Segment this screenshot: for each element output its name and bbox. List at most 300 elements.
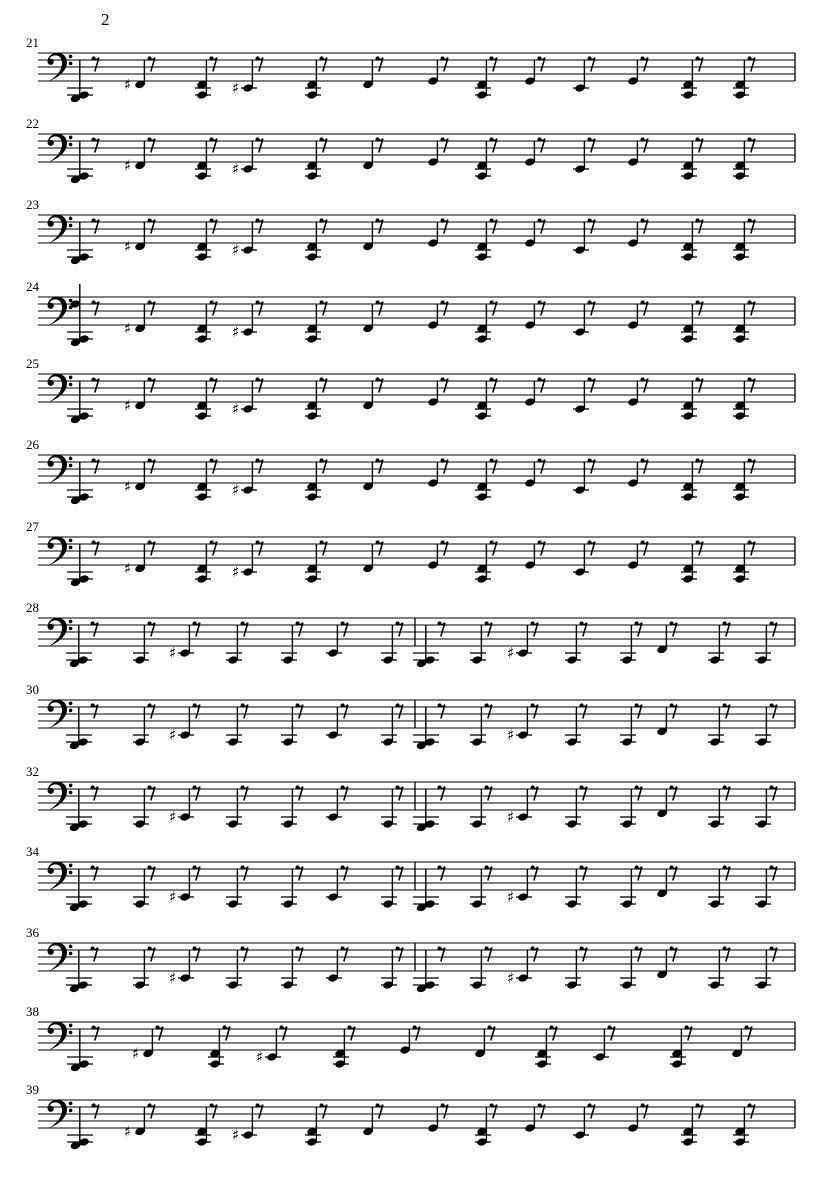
measure-number: 23 [26,197,39,212]
note-stem [534,462,535,483]
note-stem [144,141,145,166]
eighth-rest-icon [438,621,445,636]
note-stem [666,707,667,732]
eighth-rest-icon [320,300,327,315]
eighth-rest-icon [193,785,200,800]
note-stem [437,462,438,483]
sharp-accidental: ♯ [169,969,177,987]
eighth-rest-icon [241,865,248,880]
eighth-rest-icon [490,1103,497,1118]
eighth-rest-icon [490,218,497,233]
eighth-rest-icon [588,137,595,152]
eighth-rest-icon [538,218,545,233]
note-stem [744,462,745,498]
note-stem [189,789,190,817]
note-stem [206,222,207,258]
sharp-accidental: ♯ [124,477,132,496]
note-stem [78,789,79,828]
note-stem [144,381,145,406]
eighth-rest-icon [296,946,303,961]
note-stem [692,222,693,258]
sharp-accidental: ♯ [232,79,240,97]
note-stem [392,789,393,824]
sharp-accidental: ♯ [124,396,132,415]
note-stem [744,1107,745,1143]
measure-number: 36 [26,925,39,940]
note-stem [372,60,373,85]
eighth-rest-icon [441,1103,448,1118]
note-stem [481,707,482,742]
note-stem [237,707,238,742]
note-stem [316,222,317,258]
eighth-rest-icon [438,946,445,961]
note-stem [316,141,317,177]
eighth-rest-icon [241,785,248,800]
sharp-accidental: ♯ [507,644,515,662]
note-stem [576,869,577,904]
note-stem [316,462,317,498]
note-stem [292,707,293,742]
note-stem [252,222,253,250]
eighth-rest-icon [91,621,98,636]
sharp-accidental: ♯ [132,1044,140,1063]
note-stem [527,707,528,735]
eighth-rest-icon [485,703,492,718]
note-stem [189,869,190,897]
eighth-rest-icon [348,1025,355,1040]
eighth-rest-icon [588,1103,595,1118]
note-stem [631,625,632,660]
note-stem [534,222,535,243]
note-stem [337,789,338,817]
eighth-rest-icon [296,785,303,800]
sharp-accidental: ♯ [507,808,515,826]
eighth-rest-icon [635,865,642,880]
sharp-accidental: ♯ [124,156,132,175]
eighth-rest-icon [92,300,99,315]
eighth-rest-icon [641,377,648,392]
eighth-rest-icon [92,1103,99,1118]
eighth-rest-icon [210,458,217,473]
note-stem [372,304,373,329]
note-stem [692,60,693,96]
note-stem [766,625,767,660]
eighth-rest-icon [320,540,327,555]
sharp-accidental: ♯ [507,888,515,906]
note-stem [78,869,79,908]
eighth-rest-icon [91,946,98,961]
eighth-rest-icon [538,300,545,315]
eighth-rest-icon [341,865,348,880]
note-stem [631,950,632,985]
note-stem [237,950,238,985]
note-stem [79,462,80,501]
eighth-rest-icon [156,1025,163,1040]
eighth-rest-icon [696,540,703,555]
note-stem [741,1029,742,1054]
note-stem [78,950,79,989]
eighth-rest-icon [396,785,403,800]
note-stem [637,1107,638,1128]
note-stem [78,625,79,664]
eighth-rest-icon [635,621,642,636]
eighth-rest-icon [580,865,587,880]
note-stem [534,381,535,402]
eighth-rest-icon [538,377,545,392]
note-stem [719,869,720,904]
note-stem [486,60,487,96]
eighth-rest-icon [745,1025,752,1040]
eighth-rest-icon [441,137,448,152]
eighth-rest-icon [210,300,217,315]
eighth-rest-icon [588,540,595,555]
sharp-accidental: ♯ [232,481,240,499]
note-stem [144,950,145,985]
eighth-rest-icon [193,865,200,880]
note-stem [666,869,667,894]
note-stem [692,462,693,498]
eighth-rest-icon [580,621,587,636]
eighth-rest-icon [670,621,677,636]
note-stem [637,544,638,565]
eighth-rest-icon [531,703,538,718]
note-stem [425,707,426,746]
note-stem [692,381,693,417]
eighth-rest-icon [441,218,448,233]
note-stem [666,625,667,650]
eighth-rest-icon [748,218,755,233]
eighth-rest-icon [210,137,217,152]
note-stem [144,60,145,85]
note-stem [584,222,585,250]
measure-number: 25 [26,356,39,371]
eighth-rest-icon [641,137,648,152]
note-stem [744,60,745,96]
note-stem [637,60,638,81]
eighth-rest-icon [320,458,327,473]
eighth-rest-icon [223,1025,230,1040]
eighth-rest-icon [148,218,155,233]
eighth-rest-icon [341,621,348,636]
eighth-rest-icon [148,300,155,315]
eighth-rest-icon [770,703,777,718]
eighth-rest-icon [296,703,303,718]
eighth-rest-icon [148,377,155,392]
note-stem [372,462,373,487]
eighth-rest-icon [588,300,595,315]
note-stem [534,544,535,565]
note-stem [206,1107,207,1143]
note-stem [437,60,438,81]
eighth-rest-icon [438,865,445,880]
note-stem [337,950,338,978]
eighth-rest-icon [296,865,303,880]
note-stem [576,950,577,985]
note-stem [79,1107,80,1146]
sharp-accidental: ♯ [124,559,132,578]
eighth-rest-icon [723,785,730,800]
eighth-rest-icon [438,785,445,800]
eighth-rest-icon [241,946,248,961]
note-stem [276,1029,277,1057]
eighth-rest-icon [538,1103,545,1118]
eighth-rest-icon [538,56,545,71]
note-stem [219,1029,220,1065]
eighth-rest-icon [441,377,448,392]
note-stem [692,304,693,340]
eighth-rest-icon [531,865,538,880]
note-stem [486,381,487,417]
note-stem [316,381,317,417]
note-stem [189,707,190,735]
note-stem [437,381,438,402]
note-stem [316,544,317,580]
measure-number: 22 [26,116,39,131]
eighth-rest-icon [92,137,99,152]
eighth-rest-icon [148,56,155,71]
note-stem [144,462,145,487]
eighth-rest-icon [696,218,703,233]
eighth-rest-icon [396,703,403,718]
note-stem [425,869,426,908]
eighth-rest-icon [210,56,217,71]
eighth-rest-icon [580,785,587,800]
eighth-rest-icon [92,56,99,71]
eighth-rest-icon [376,56,383,71]
eighth-rest-icon [148,703,155,718]
note-stem [666,789,667,814]
eighth-rest-icon [280,1025,287,1040]
note-stem [481,789,482,824]
eighth-rest-icon [91,865,98,880]
eighth-rest-icon [210,218,217,233]
eighth-rest-icon [441,56,448,71]
note-stem [292,950,293,985]
eighth-rest-icon [376,300,383,315]
sharp-accidental: ♯ [124,1122,132,1141]
eighth-rest-icon [490,56,497,71]
note-stem [337,869,338,897]
note-stem [437,141,438,162]
sharp-accidental: ♯ [507,726,515,744]
eighth-rest-icon [441,540,448,555]
note-stem [584,141,585,169]
note-stem [692,544,693,580]
note-stem [392,950,393,985]
eighth-rest-icon [531,785,538,800]
note-stem [344,1029,345,1065]
eighth-rest-icon [210,540,217,555]
note-stem [481,950,482,985]
eighth-rest-icon [696,137,703,152]
note-stem [79,60,80,99]
note-stem [486,141,487,177]
eighth-rest-icon [748,137,755,152]
note-stem [144,869,145,904]
sharp-accidental: ♯ [124,75,132,94]
note-stem [144,544,145,569]
note-stem [766,869,767,904]
note-stem [481,869,482,904]
note-stem [79,381,80,420]
note-stem [584,462,585,490]
note-stem [189,625,190,653]
eighth-rest-icon [320,137,327,152]
note-stem [252,1107,253,1135]
eighth-rest-icon [256,56,263,71]
eighth-rest-icon [413,1025,420,1040]
eighth-rest-icon [441,458,448,473]
sharp-accidental: ♯ [232,241,240,259]
eighth-rest-icon [241,703,248,718]
note-stem [144,789,145,824]
note-stem [392,625,393,660]
note-stem [744,381,745,417]
eighth-rest-icon [723,703,730,718]
eighth-rest-icon [341,703,348,718]
eighth-rest-icon [396,865,403,880]
note-stem [534,60,535,81]
eighth-rest-icon [538,137,545,152]
note-stem [206,544,207,580]
eighth-rest-icon [685,1025,692,1040]
note-stem [79,222,80,261]
note-stem [631,789,632,824]
eighth-rest-icon [148,137,155,152]
eighth-rest-icon [550,1025,557,1040]
note-stem [719,789,720,824]
note-stem [631,707,632,742]
eighth-rest-icon [670,865,677,880]
eighth-rest-icon [723,621,730,636]
note-stem [425,950,426,989]
eighth-rest-icon [148,458,155,473]
note-stem [744,304,745,340]
eighth-rest-icon [148,865,155,880]
eighth-rest-icon [748,56,755,71]
note-stem [144,625,145,660]
eighth-rest-icon [608,1025,615,1040]
eighth-rest-icon [256,218,263,233]
eighth-rest-icon [748,1103,755,1118]
eighth-rest-icon [396,621,403,636]
eighth-rest-icon [670,946,677,961]
eighth-rest-icon [580,946,587,961]
eighth-rest-icon [696,377,703,392]
note-stem [692,141,693,177]
note-stem [546,1029,547,1065]
note-stem [576,707,577,742]
eighth-rest-icon [485,785,492,800]
note-stem [372,381,373,406]
eighth-rest-icon [696,56,703,71]
eighth-rest-icon [256,137,263,152]
note-stem [584,304,585,332]
eighth-rest-icon [485,865,492,880]
note-stem [584,544,585,572]
note-stem [144,222,145,247]
note-stem [719,625,720,660]
sharp-accidental: ♯ [232,1126,240,1144]
note-stem [292,789,293,824]
eighth-rest-icon [641,458,648,473]
eighth-rest-icon [256,458,263,473]
eighth-rest-icon [641,218,648,233]
note-stem [584,381,585,409]
eighth-rest-icon [341,946,348,961]
eighth-rest-icon [635,785,642,800]
eighth-rest-icon [376,540,383,555]
note-stem [206,60,207,96]
sharp-accidental: ♯ [232,323,240,341]
eighth-rest-icon [696,300,703,315]
measure-number: 26 [26,437,39,452]
note-stem [252,60,253,88]
eighth-rest-icon [670,703,677,718]
measure-number: 38 [26,1004,39,1019]
note-stem [534,1107,535,1128]
measure-number: 30 [26,682,39,697]
note-stem [527,625,528,653]
note-stem [252,141,253,169]
eighth-rest-icon [641,540,648,555]
note-stem [637,222,638,243]
eighth-rest-icon [588,56,595,71]
eighth-rest-icon [488,1025,495,1040]
note-stem [372,1107,373,1132]
note-stem [437,1107,438,1128]
eighth-rest-icon [490,458,497,473]
note-stem [189,950,190,978]
eighth-rest-icon [696,1103,703,1118]
page-number: 2 [101,10,110,29]
note-stem [744,544,745,580]
measure-number: 39 [26,1082,39,1097]
eighth-rest-icon [376,218,383,233]
note-stem [766,789,767,824]
eighth-rest-icon [748,377,755,392]
note-stem [637,141,638,162]
note-stem [252,544,253,572]
eighth-rest-icon [538,458,545,473]
note-stem [152,1029,153,1054]
note-stem [78,707,79,746]
sharp-accidental: ♯ [169,726,177,744]
measure-number: 34 [26,844,39,859]
eighth-rest-icon [256,377,263,392]
note-stem [337,707,338,735]
note-stem [144,304,145,329]
eighth-rest-icon [256,300,263,315]
note-stem [206,462,207,498]
note-stem [437,544,438,565]
eighth-rest-icon [376,137,383,152]
note-stem [316,60,317,96]
eighth-rest-icon [91,703,98,718]
eighth-rest-icon [770,785,777,800]
eighth-rest-icon [490,137,497,152]
note-stem [527,789,528,817]
eighth-rest-icon [148,946,155,961]
eighth-rest-icon [320,377,327,392]
note-stem [425,789,426,828]
eighth-rest-icon [320,218,327,233]
eighth-rest-icon [320,1103,327,1118]
measure-number: 27 [26,519,39,534]
note-stem [79,544,80,583]
eighth-rest-icon [438,703,445,718]
sharp-accidental: ♯ [507,969,515,987]
